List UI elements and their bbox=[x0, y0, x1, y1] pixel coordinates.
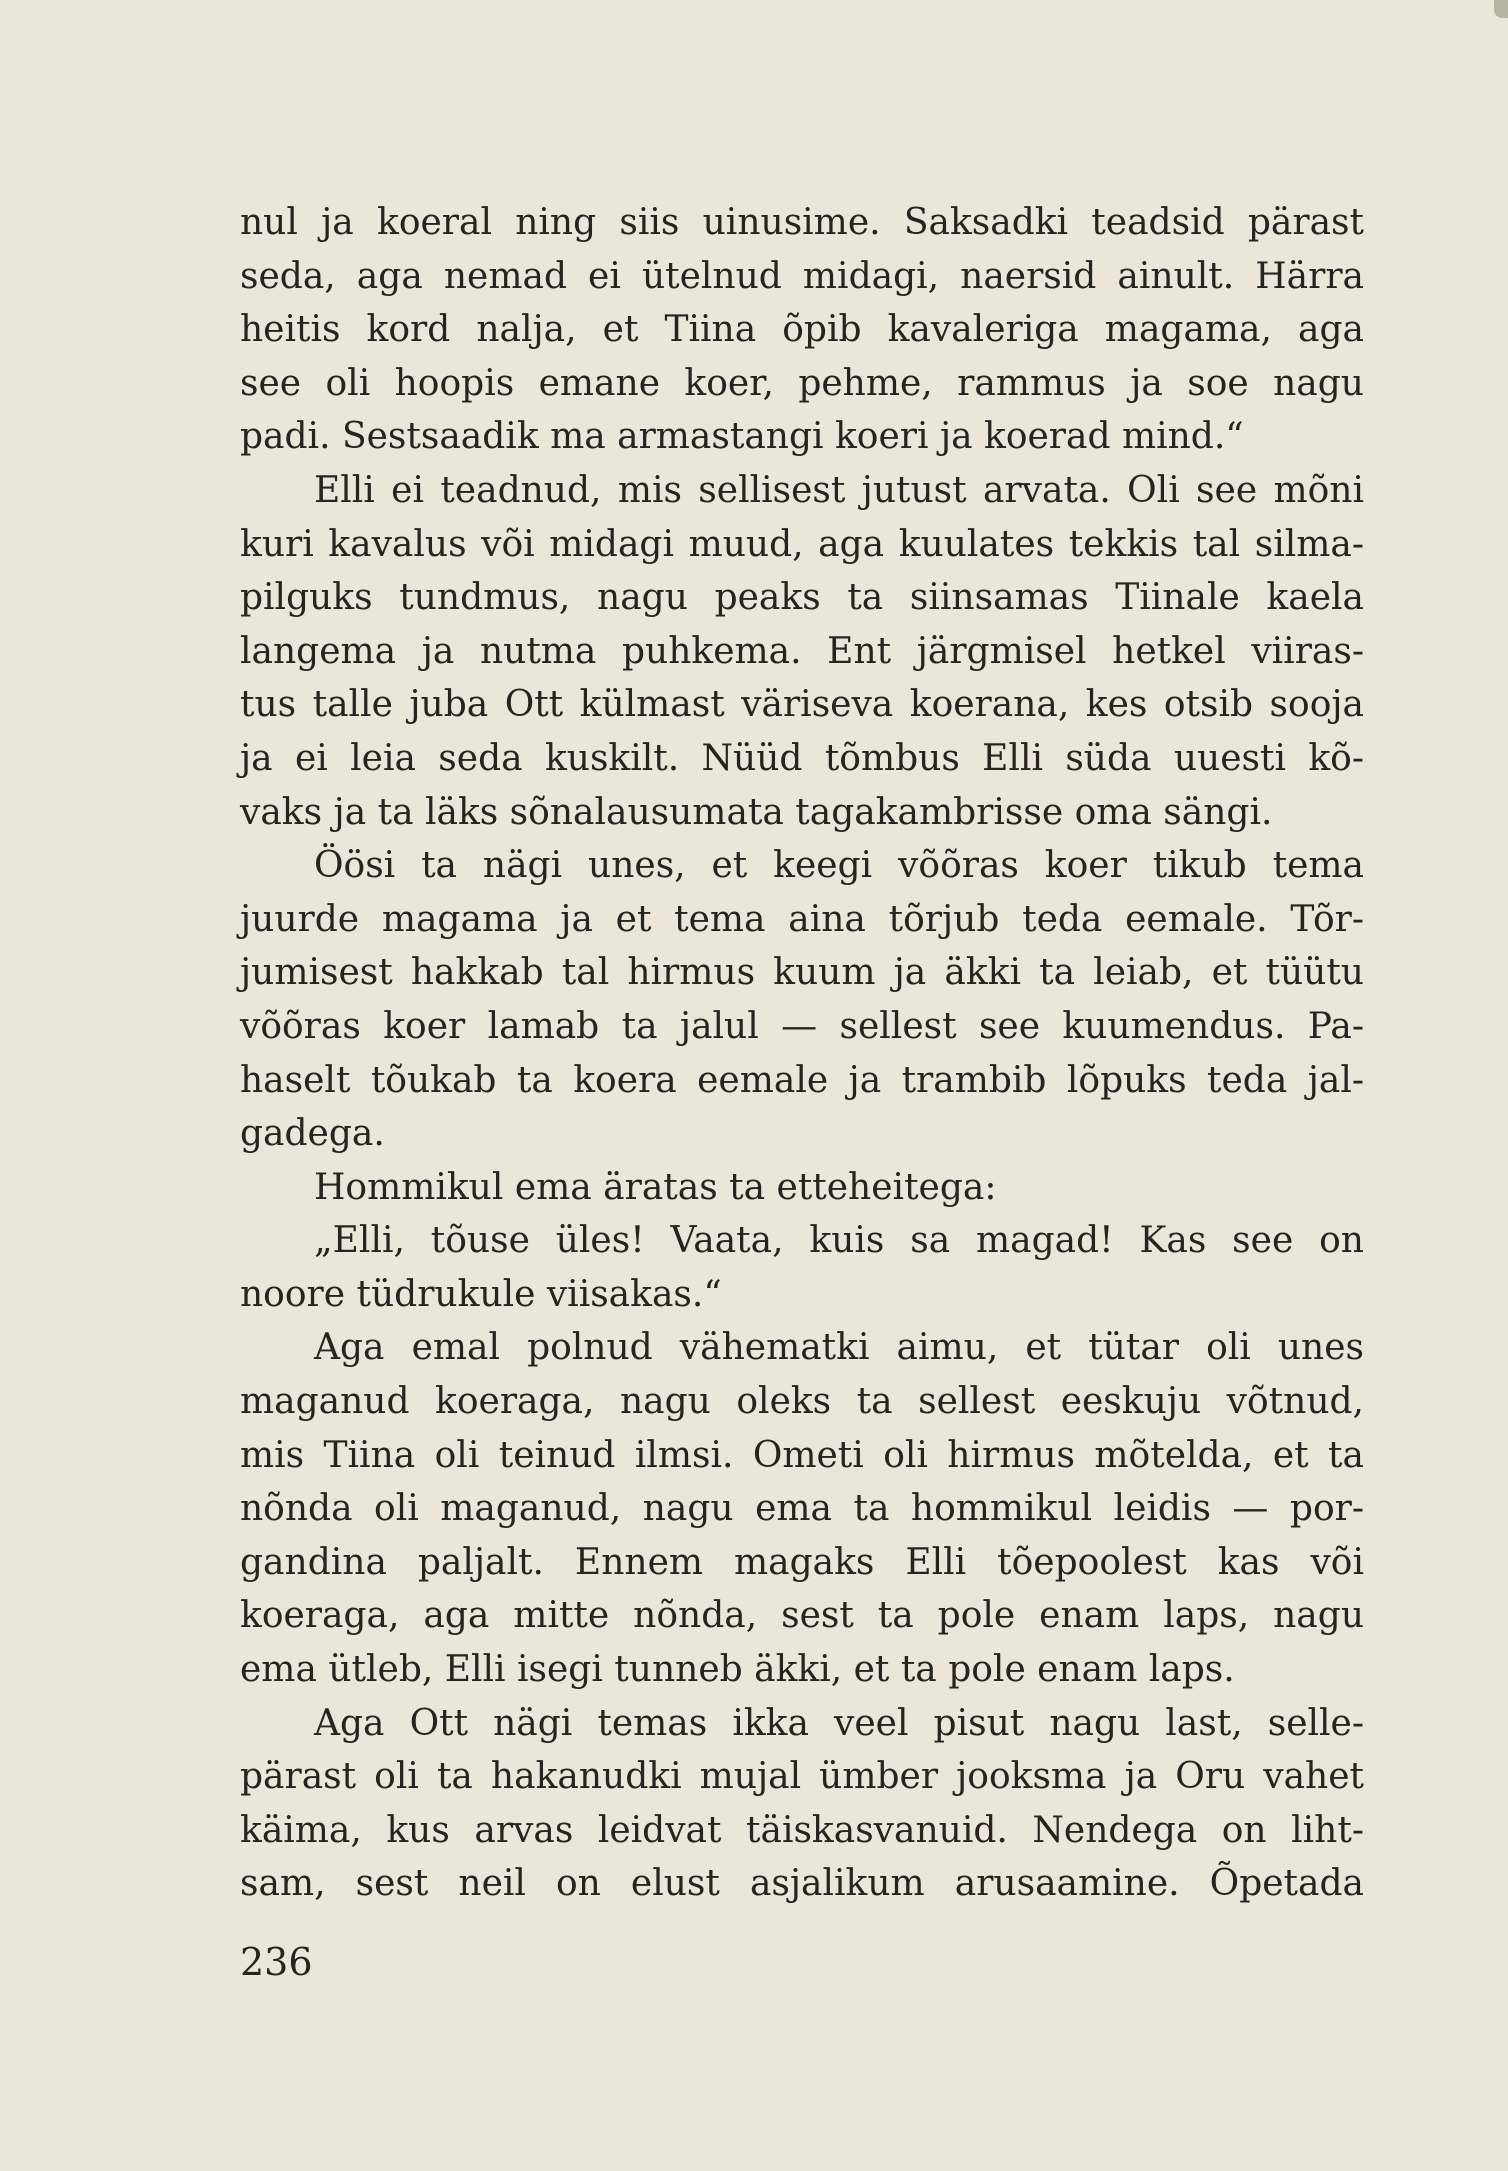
text-line: juurde magama ja et tema aina tõrjub teda eemale. Tõr- bbox=[240, 898, 1364, 940]
text-line: see oli hoopis emane koer, pehme, rammus ja soe nagu bbox=[240, 362, 1364, 404]
text-line: nul ja koeral ning siis uinusime. Saksadki teadsid pärast bbox=[240, 202, 1364, 243]
text-line: koeraga, aga mitte nõnda, sest ta pole enam laps, nagu bbox=[240, 1595, 1364, 1637]
text-line: Aga emal polnud vähematki aimu, et tütar oli unes bbox=[314, 1327, 1364, 1369]
text-line: käima, kus arvas leidvat täiskasvanuid. Nendega on liht- bbox=[240, 1809, 1364, 1851]
text-line: Aga Ott nägi temas ikka veel pisut nagu last, selle- bbox=[314, 1702, 1364, 1744]
text-line: seda, aga nemad ei ütelnud midagi, naersid ainult. Härra bbox=[240, 255, 1364, 297]
text-line: ema ütleb, Elli isegi tunneb äkki, et ta pole enam laps. bbox=[240, 1649, 1235, 1691]
text-line: „Elli, tõuse üles! Vaata, kuis sa magad! Kas see on bbox=[314, 1220, 1364, 1262]
text-line: noore tüdrukule viisakas.“ bbox=[240, 1273, 722, 1315]
text-line: langema ja nutma puhkema. Ent järgmisel hetkel viiras- bbox=[240, 630, 1364, 672]
text-line: vaks ja ta läks sõnalausumata tagakambrisse oma sängi. bbox=[240, 791, 1273, 833]
text-line: heitis kord nalja, et Tiina õpib kavaleriga magama, aga bbox=[240, 309, 1364, 351]
text-line: jumisest hakkab tal hirmus kuum ja äkki ta leiab, et tüütu bbox=[240, 952, 1364, 994]
text-line: gandina paljalt. Ennem magaks Elli tõepoolest kas või bbox=[240, 1541, 1364, 1583]
text-line: võõras koer lamab ta jalul — sellest see kuumendus. Pa- bbox=[240, 1005, 1364, 1047]
text-line: gadega. bbox=[240, 1113, 385, 1155]
body-text bbox=[240, 196, 1364, 1911]
text-line: Hommikul ema äratas ta etteheitega: bbox=[314, 1166, 997, 1208]
page-number: 236 bbox=[240, 1940, 313, 1984]
text-line: nõnda oli maganud, nagu ema ta hommikul leidis — por- bbox=[240, 1488, 1364, 1530]
text-line: pärast oli ta hakanudki mujal ümber jooksma ja Oru vahet bbox=[240, 1756, 1364, 1798]
page-corner-mark bbox=[1494, 0, 1508, 18]
text-line: padi. Sestsaadik ma armastangi koeri ja koerad mind.“ bbox=[240, 416, 1244, 458]
text-line: sam, sest neil on elust asjalikum arusaamine. Õpetada bbox=[240, 1863, 1364, 1905]
text-line: Elli ei teadnud, mis sellisest jutust arvata. Oli see mõni bbox=[314, 469, 1364, 511]
text-line: kuri kavalus või midagi muud, aga kuulates tekkis tal silma- bbox=[240, 523, 1364, 565]
text-line: Öösi ta nägi unes, et keegi võõras koer tikub tema bbox=[314, 845, 1364, 887]
text-line: tus talle juba Ott külmast väriseva koerana, kes otsib sooja bbox=[240, 684, 1364, 726]
text-line: pilguks tundmus, nagu peaks ta siinsamas Tiinale kaela bbox=[240, 577, 1364, 619]
text-line: mis Tiina oli teinud ilmsi. Ometi oli hirmus mõtelda, et ta bbox=[240, 1434, 1364, 1476]
text-line: maganud koeraga, nagu oleks ta sellest eeskuju võtnud, bbox=[240, 1381, 1364, 1423]
text-line: haselt tõukab ta koera eemale ja trambib lõpuks teda jal- bbox=[240, 1059, 1364, 1101]
text-line: ja ei leia seda kuskilt. Nüüd tõmbus Elli süda uuesti kõ- bbox=[240, 737, 1364, 779]
